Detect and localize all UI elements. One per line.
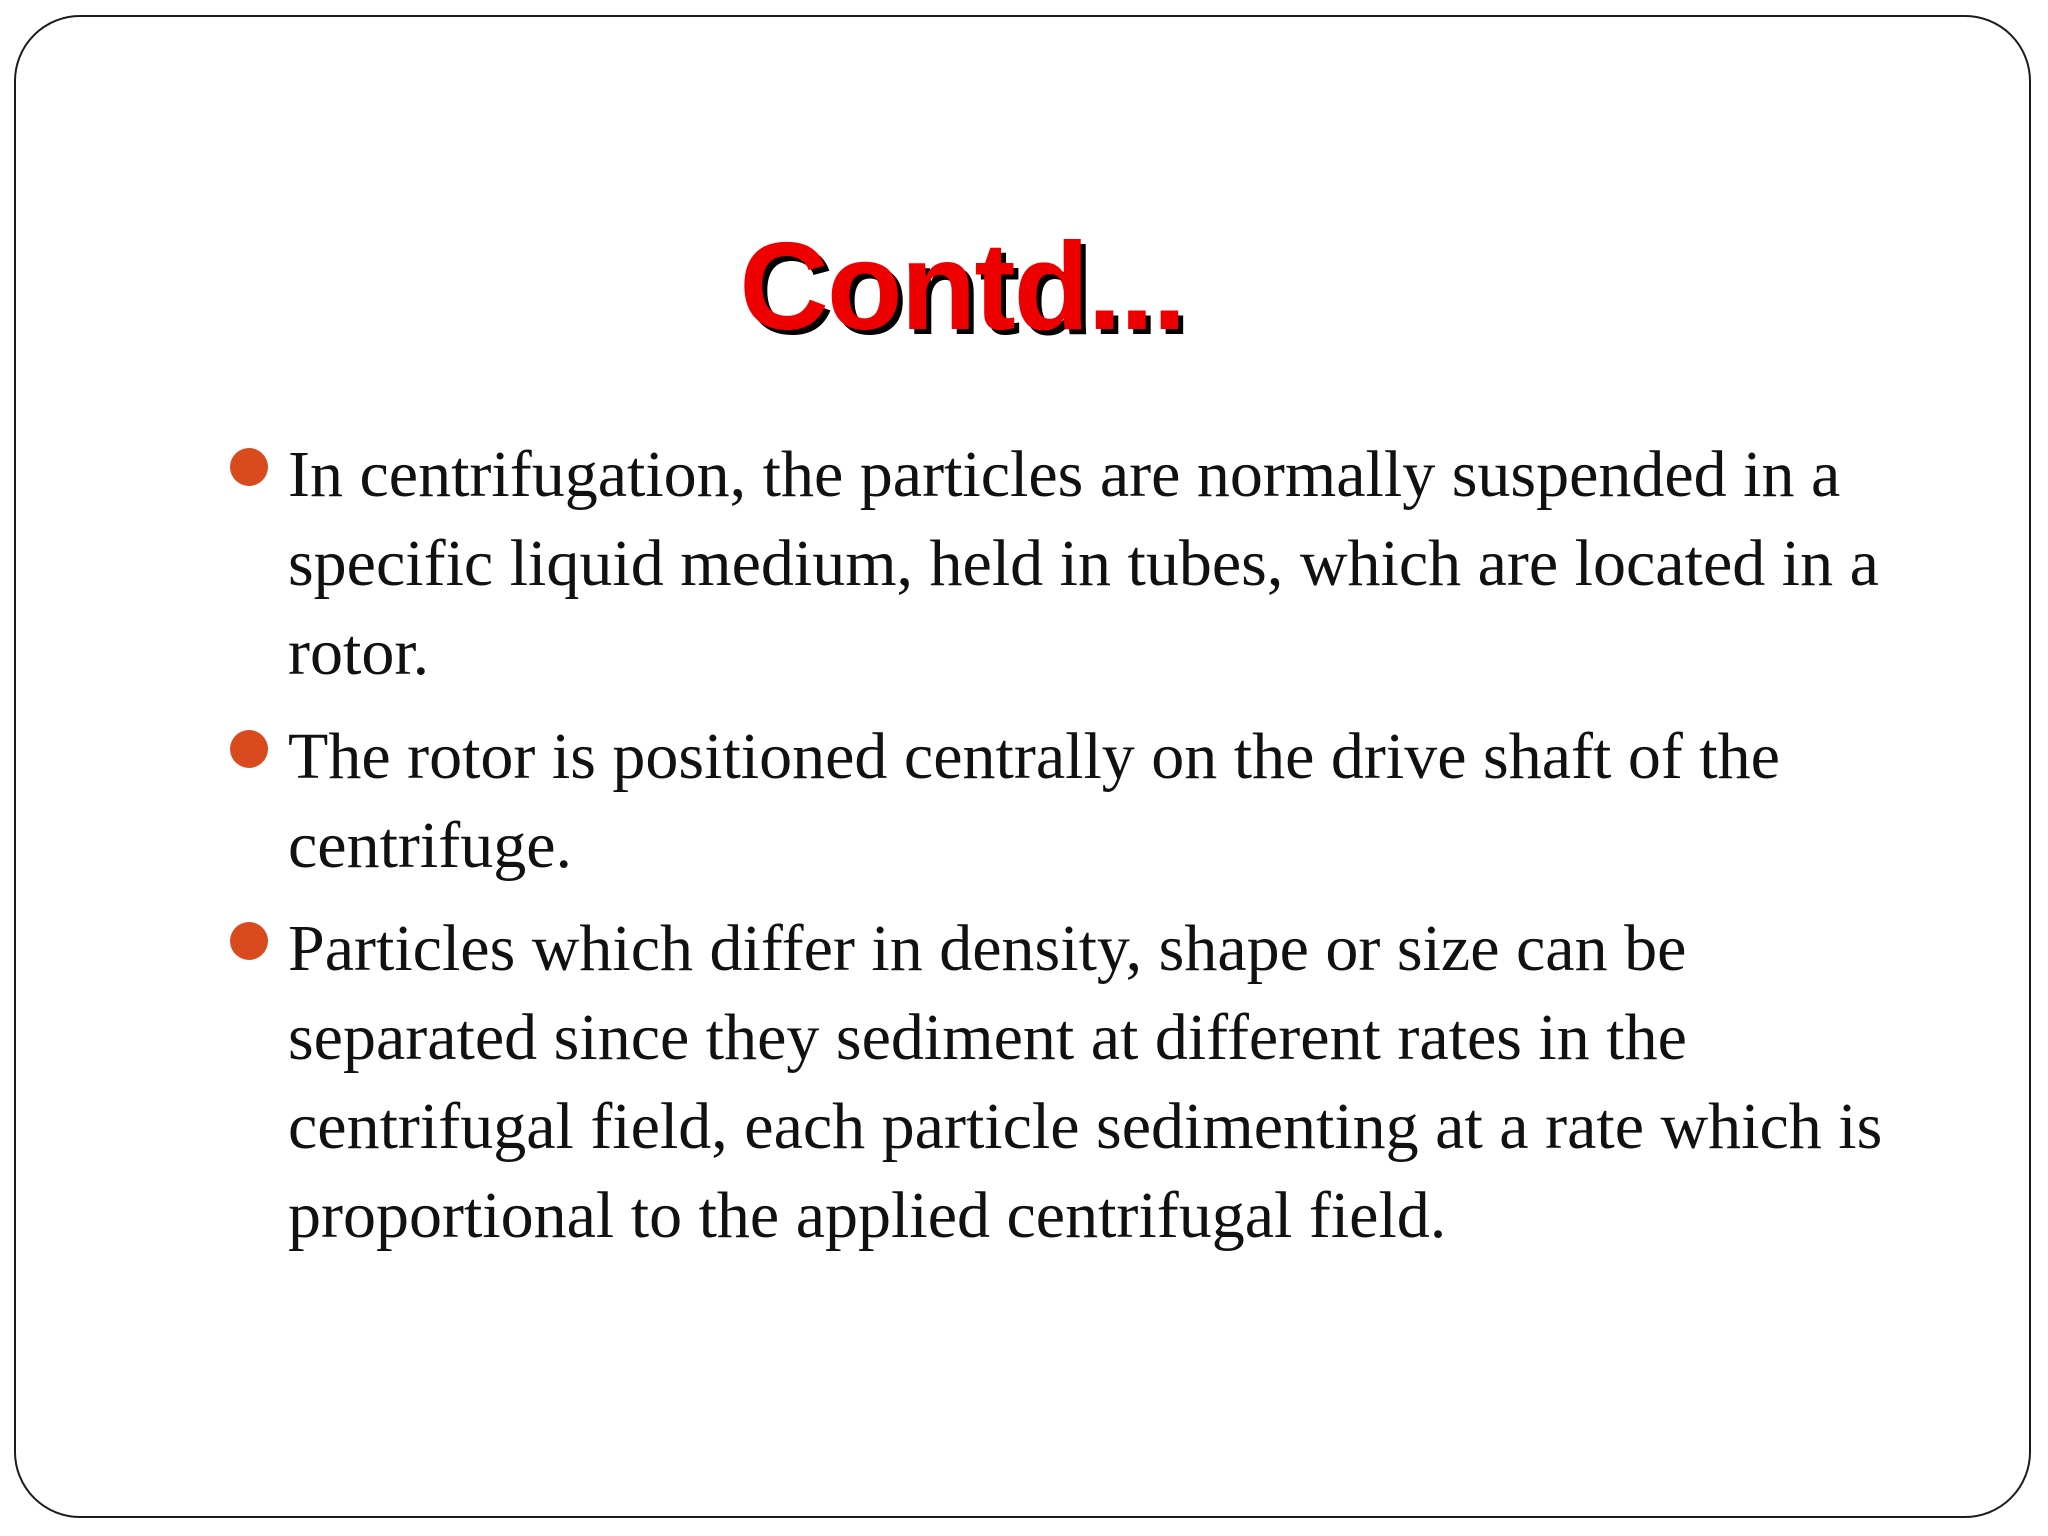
bullet-line: The rotor is positioned centrally on the drive shaft of the bbox=[288, 720, 1780, 793]
bullet-line: centrifuge. bbox=[288, 809, 573, 882]
bullet-dot-icon bbox=[230, 448, 268, 486]
bullet-line: separated since they sediment at different rates in the bbox=[288, 1001, 1687, 1074]
bullet-line: centrifugal field, each particle sedimenting at a rate which is bbox=[288, 1090, 1883, 1163]
bullet-line: rotor. bbox=[288, 616, 430, 689]
bullet-line: In centrifugation, the particles are normally suspended in a bbox=[288, 438, 1841, 511]
slide-title: Contd... bbox=[739, 218, 1185, 356]
bullet-text bbox=[288, 904, 1910, 1260]
bullet-dot-icon bbox=[230, 730, 268, 768]
bullet-text bbox=[288, 430, 1910, 697]
bullet-dot-icon bbox=[230, 922, 268, 960]
bullet-line: Particles which differ in density, shape or size can be bbox=[288, 912, 1687, 985]
bullet-line: specific liquid medium, held in tubes, which are located in a bbox=[288, 527, 1879, 600]
bullet-text bbox=[288, 712, 1910, 890]
bullet-line: proportional to the applied centrifugal field. bbox=[288, 1179, 1447, 1252]
